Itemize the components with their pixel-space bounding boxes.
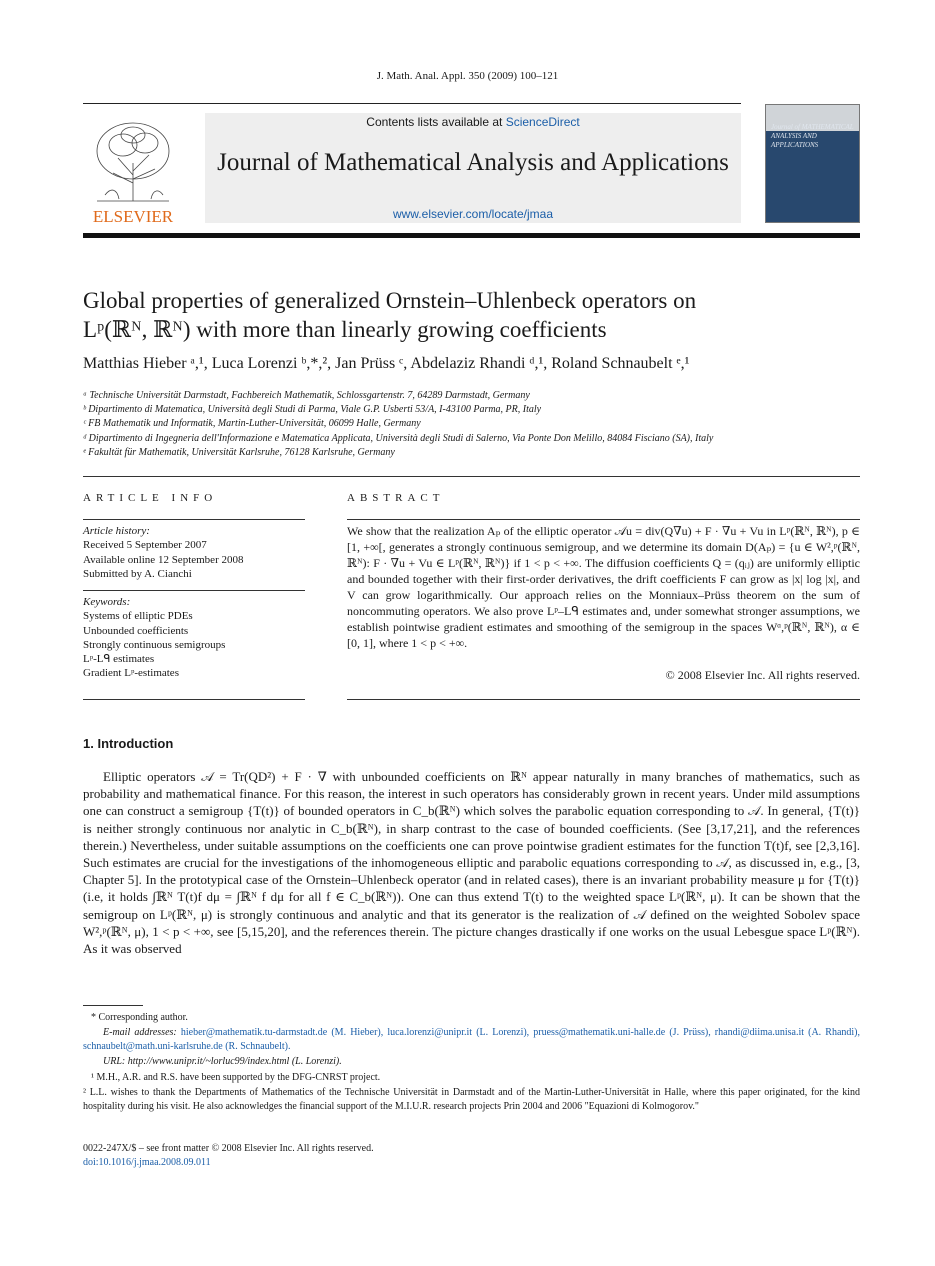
journal-cover-thumbnail[interactable]: [765, 104, 860, 223]
section-rule: [83, 476, 860, 477]
affiliation-a: ᵃ Technische Universität Darmstadt, Fachbereich Mathematik, Schlossgartenstr. 7, 64289 Darmstadt, Germany: [83, 390, 530, 401]
author-list: Matthias Hieber ᵃ,¹, Luca Lorenzi ᵇ,*,², Jan Prüss ᶜ, Abdelaziz Rhandi ᵈ,¹, Roland Schnaubelt ᵉ,¹: [83, 355, 690, 372]
affiliation-e: ᵉ Fakultät für Mathematik, Universität Karlsruhe, 76128 Karlsruhe, Germany: [83, 447, 395, 458]
affiliation-c: ᶜ FB Mathematik und Informatik, Martin-Luther-Universität, 06099 Halle, Germany: [83, 418, 421, 429]
abstract-text: We show that the realization Aₚ of the elliptic operator 𝒜u = div(Q∇u) + F · ∇u + Vu in Lᵖ(ℝᴺ, ℝᴺ), p ∈ [1, +∞[, generates a strongly continuous semigroup, and we determine its domain D(Aₚ) = {u ∈ W²,ᵖ(ℝᴺ, ℝᴺ): F · ∇u + Vu ∈ Lᵖ(ℝᴺ, ℝᴺ)} if 1 < p < +∞. The diffusion coefficients Q = (qᵢⱼ) are uniformly elliptic and bounded together with their first-order derivatives, the drift coefficients F can grow as |x| log |x|, and V can grow logarithmically. Our approach relies on the Monniaux–Prüss theorem on the sum of noncommuting operators. We also prove Lᵖ–Lᑫ estimates and, under somewhat stronger assumptions, we establish pointwise gradient estimates and smoothing of the semigroup in the spaces Wᵅ,ᵖ(ℝᴺ, ℝᴺ), α ∈ [0, 1], where 1 < p < +∞.: [347, 524, 860, 650]
footnote-1: ¹ M.H., A.R. and R.S. have been supported by the DFG-CNRST project.: [91, 1072, 381, 1083]
abstract-heading: ABSTRACT: [347, 492, 445, 504]
journal-title: Journal of Mathematical Analysis and Applications: [217, 149, 729, 176]
journal-homepage-link[interactable]: www.elsevier.com/locate/jmaa: [392, 207, 554, 221]
footnote-2: ² L.L. wishes to thank the Departments of Mathematics of the Technische Universität in Darmstadt and of the Martin-Luther-Universität in Halle, where this paper originated, for the kind hospitality during his visit. He also acknowledges the financial support of the M.I.U.R. research projects Prin 2004 and 2006 "Equazioni di Kolmogorov.": [83, 1087, 860, 1112]
email-list[interactable]: hieber@mathematik.tu-darmstadt.de (M. Hieber), luca.lorenzi@unipr.it (L. Lorenzi), pruess@mathematik.uni-halle.de (J. Prüss), rhandi@diima.unisa.it (A. Rhandi), schnaubelt@math.uni-karlsruhe.de (R. Schnaubelt).: [83, 1027, 860, 1052]
keyword-item: Lᵖ-Lᑫ estimates: [83, 653, 155, 666]
title-line-1: Global properties of generalized Ornstein–Uhlenbeck operators on: [83, 288, 697, 313]
article-history: [83, 524, 305, 581]
article-info-bottom-rule: [83, 699, 305, 700]
history-submitted: Submitted by A. Cianchi: [83, 567, 192, 580]
keywords-rule: [83, 590, 305, 591]
abstract-rule: [347, 519, 860, 520]
keyword-item: Gradient Lᵖ-estimates: [83, 667, 179, 680]
footnote-corresponding: * Corresponding author.: [91, 1012, 188, 1023]
elsevier-logo[interactable]: [83, 113, 183, 225]
history-online: Available online 12 September 2008: [83, 553, 244, 566]
keyword-item: Systems of elliptic PDEs: [83, 610, 193, 623]
keyword-item: Unbounded coefficients: [83, 624, 189, 637]
footnote-rule: [83, 1005, 143, 1006]
abstract-copyright: © 2008 Elsevier Inc. All rights reserved.: [665, 668, 860, 682]
introduction-paragraph: Elliptic operators 𝒜 = Tr(QD²) + F · ∇ with unbounded coefficients on ℝᴺ appear naturally in many branches of mathematics, such as probability and mathematical finance. For this reason, the interest in such operators has considerably grown in recent years. Under mild assumptions one can construct a semigroup {T(t)} of bounded operators in C_b(ℝᴺ) which solves the parabolic equation corresponding to 𝒜. In general, {T(t)} is neither strongly continuous nor analytic in C_b(ℝᴺ), in sharp contrast to the case of bounded coefficients. (See [3,17,21], and the references therein.) Nevertheless, under suitable assumptions on the coefficients one can prove pointwise gradient estimates for the function T(t)f, see [2,3,16]. Such estimates are crucial for the investigations of the inhomogeneous elliptic and parabolic equations corresponding to 𝒜, as discussed in, e.g., [3, Chapter 5]. In the prototypical case of the Ornstein–Uhlenbeck operator (and in related cases), there is an invariant probability measure μ for {T(t)} (i.e, it holds ∫ℝᴺ T(t)f dμ = ∫ℝᴺ f dμ for all f ∈ C_b(ℝᴺ)). One can thus extend T(t) to the weighted space Lᵖ(ℝᴺ, μ). It can be shown that the semigroup on Lᵖ(ℝᴺ, μ) is strongly continuous and analytic and that its generator is the realization of 𝒜 defined on the weighted Sobolev space W²,ᵖ(ℝᴺ, μ), 1 < p < +∞, see [5,15,20], and the references therein. The picture changes drastically if one works on the usual Lebesgue space Lᵖ(ℝᴺ). As it was observed: [83, 769, 860, 957]
affiliation-b: ᵇ Dipartimento di Matematica, Università degli Studi di Parma, Viale G.P. Usberti 53/A, I-43100 Parma, PR, Italy: [83, 404, 542, 415]
abstract-bottom-rule: [347, 699, 860, 700]
doi-link[interactable]: doi:10.1016/j.jmaa.2008.09.011: [83, 1157, 211, 1168]
article-info-rule: [83, 519, 305, 520]
header-rule: [83, 103, 741, 104]
keywords-label: Keywords:: [83, 596, 131, 608]
keywords: [83, 595, 305, 681]
footnote-url[interactable]: URL: http://www.unipr.it/~lorluc99/index.html (L. Lorenzi).: [103, 1056, 342, 1067]
title-line-2: Lᵖ(ℝᴺ, ℝᴺ) with more than linearly growing coefficients: [83, 317, 607, 342]
history-received: Received 5 September 2007: [83, 539, 207, 552]
elsevier-wordmark: ELSEVIER: [92, 207, 174, 225]
issn-line: 0022-247X/$ – see front matter © 2008 Elsevier Inc. All rights reserved.: [83, 1143, 374, 1154]
running-head: J. Math. Anal. Appl. 350 (2009) 100–121: [376, 70, 559, 82]
history-label: Article history:: [83, 525, 150, 537]
email-label: E-mail addresses:: [103, 1027, 181, 1038]
keyword-item: Strongly continuous semigroups: [83, 638, 226, 651]
header-thick-rule: [83, 233, 860, 238]
contents-line: [205, 115, 741, 129]
article-info-heading: ARTICLE INFO: [83, 492, 218, 504]
section-heading-introduction: 1. Introduction: [83, 736, 174, 751]
elsevier-tree-icon: [83, 113, 183, 225]
contents-prefix: Contents lists available at: [366, 115, 506, 129]
cover-title: Journal of MATHEMATICAL ANALYSIS AND APPLICATIONS: [771, 123, 854, 149]
sciencedirect-link[interactable]: ScienceDirect: [505, 115, 580, 129]
article-title: [83, 286, 860, 344]
footnote-emails: [83, 1026, 860, 1054]
affiliation-d: ᵈ Dipartimento di Ingegneria dell'Informazione e Matematica Applicata, Università degli Studi di Salerno, Via Ponte Don Melillo, 84084 Fisciano (SA), Italy: [83, 433, 714, 444]
